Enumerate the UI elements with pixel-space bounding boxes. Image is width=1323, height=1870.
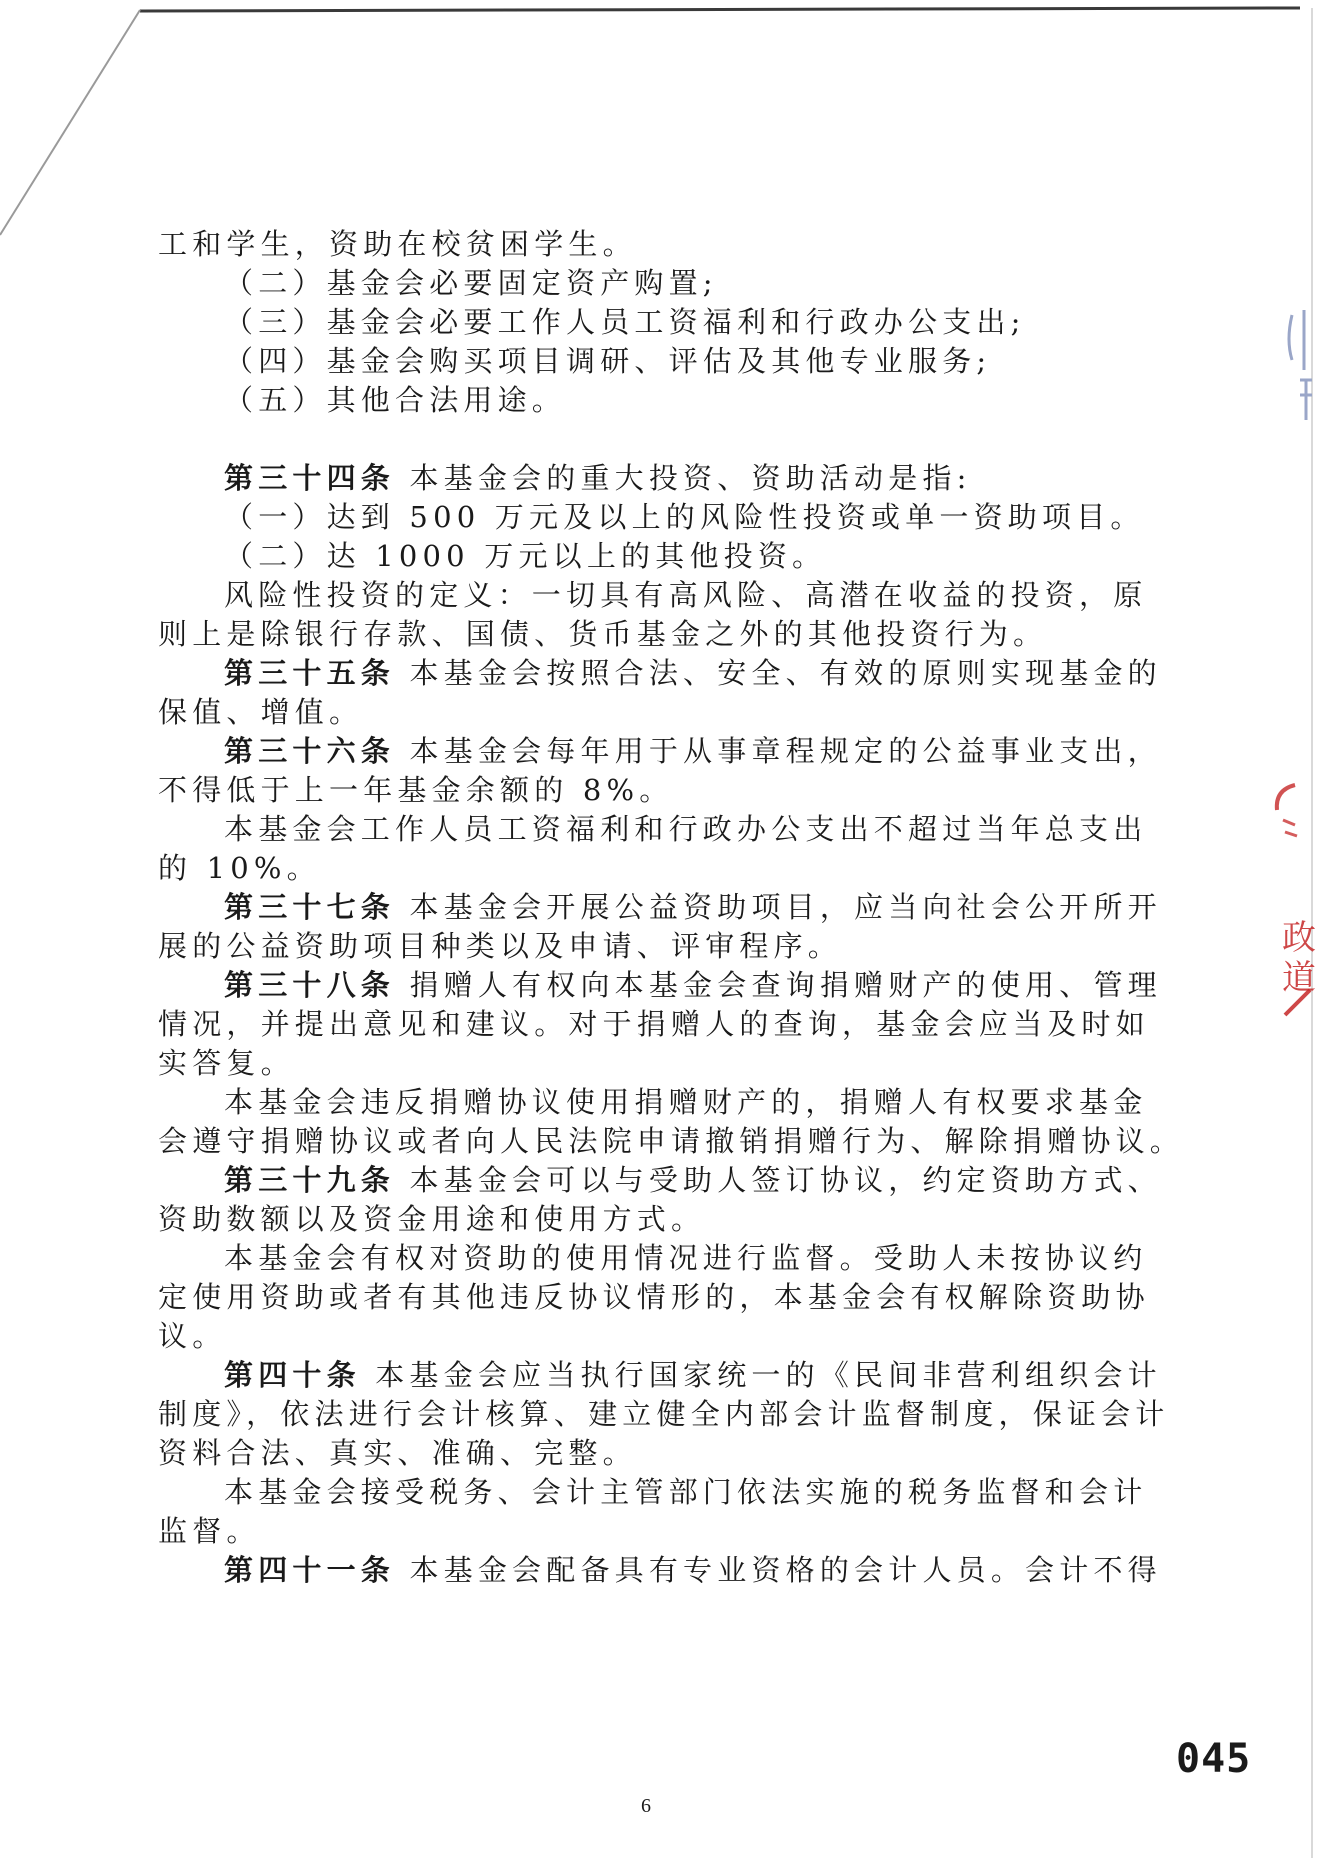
list-item: （二）达 1000 万元以上的其他投资。 xyxy=(224,539,827,573)
text-line: 本基金会违反捐赠协议使用捐赠财产的，捐赠人有权要求基金 xyxy=(224,1085,1148,1119)
article-text: 本基金会应当执行国家统一的《民间非营利组织会计 xyxy=(375,1358,1162,1392)
text-line: 展的公益资助项目种类以及申请、评审程序。 xyxy=(158,929,843,963)
archive-number: 045 xyxy=(1176,1736,1252,1782)
text-line: 议。 xyxy=(158,1319,227,1353)
text-line: 资助数额以及资金用途和使用方式。 xyxy=(158,1202,706,1236)
article-title: 第四十条 xyxy=(224,1358,361,1392)
article-40 xyxy=(158,1356,1162,1395)
text-line: 不得低于上一年基金余额的 8%。 xyxy=(158,773,674,807)
text-line: 实答复。 xyxy=(158,1046,295,1080)
article-text: 本基金会配备具有专业资格的会计人员。会计不得 xyxy=(409,1553,1162,1587)
text-line: 制度》，依法进行会计核算、建立健全内部会计监督制度，保证会计 xyxy=(158,1397,1170,1431)
list-item: （一）达到 500 万元及以上的风险性投资或单一资助项目。 xyxy=(224,500,1145,534)
text-line: 会遵守捐赠协议或者向人民法院申请撤销捐赠行为、解除捐赠协议。 xyxy=(158,1124,1185,1158)
text-line: 风险性投资的定义：一切具有高风险、高潜在收益的投资，原 xyxy=(224,578,1148,612)
scan-edge-diagonal xyxy=(0,0,160,250)
text-line: 监督。 xyxy=(158,1514,261,1548)
list-item: （五）其他合法用途。 xyxy=(224,383,567,417)
text-line: 工和学生，资助在校贫困学生。 xyxy=(158,227,637,261)
seal-character: 道 xyxy=(1282,958,1316,998)
article-35 xyxy=(158,654,1162,693)
paragraph-gap xyxy=(158,420,1128,459)
article-title: 第四十一条 xyxy=(224,1553,396,1587)
article-text: 本基金会可以与受助人签订协议，约定资助方式、 xyxy=(409,1163,1162,1197)
article-text: 捐赠人有权向本基金会查询捐赠财产的使用、管理 xyxy=(409,968,1162,1002)
binding-mark xyxy=(1282,300,1318,430)
article-text: 本基金会的重大投资、资助活动是指: xyxy=(409,461,972,495)
text-line: 资料合法、真实、准确、完整。 xyxy=(158,1436,637,1470)
list-item: （四）基金会购买项目调研、评估及其他专业服务; xyxy=(224,344,992,378)
scan-edge-top xyxy=(140,6,1300,12)
article-text: 本基金会按照合法、安全、有效的原则实现基金的 xyxy=(409,656,1162,690)
article-text: 本基金会每年用于从事章程规定的公益事业支出， xyxy=(409,734,1162,768)
text-line: 本基金会有权对资助的使用情况进行监督。受助人未按协议约 xyxy=(224,1241,1148,1275)
article-text: 本基金会开展公益资助项目，应当向社会公开所开 xyxy=(409,890,1162,924)
list-item: （二）基金会必要固定资产购置; xyxy=(224,266,718,300)
article-title: 第三十九条 xyxy=(224,1163,396,1197)
article-39 xyxy=(158,1161,1162,1200)
article-34 xyxy=(158,459,1128,498)
text-line: 本基金会工作人员工资福利和行政办公支出不超过当年总支出 xyxy=(224,812,1148,846)
text-line: 则上是除银行存款、国债、货币基金之外的其他投资行为。 xyxy=(158,617,1048,651)
article-title: 第三十五条 xyxy=(224,656,396,690)
seal-character: 政 xyxy=(1282,918,1316,958)
text-line: 本基金会接受税务、会计主管部门依法实施的税务监督和会计 xyxy=(224,1475,1148,1509)
article-title: 第三十四条 xyxy=(224,461,396,495)
article-36 xyxy=(158,732,1162,771)
text-line: 保值、增值。 xyxy=(158,695,364,729)
page-number: 6 xyxy=(641,1795,651,1817)
list-item: （三）基金会必要工作人员工资福利和行政办公支出; xyxy=(224,305,1026,339)
text-line: 的 10%。 xyxy=(158,851,321,885)
article-title: 第三十八条 xyxy=(224,968,396,1002)
article-41 xyxy=(158,1551,1162,1590)
article-38 xyxy=(158,966,1162,1005)
article-37 xyxy=(158,888,1162,927)
article-title: 第三十七条 xyxy=(224,890,396,924)
document-body xyxy=(158,225,1185,1590)
text-line: 情况，并提出意见和建议。对于捐赠人的查询，基金会应当及时如 xyxy=(158,1007,1150,1041)
article-title: 第三十六条 xyxy=(224,734,396,768)
text-line: 定使用资助或者有其他违反协议情形的，本基金会有权解除资助协 xyxy=(158,1280,1150,1314)
